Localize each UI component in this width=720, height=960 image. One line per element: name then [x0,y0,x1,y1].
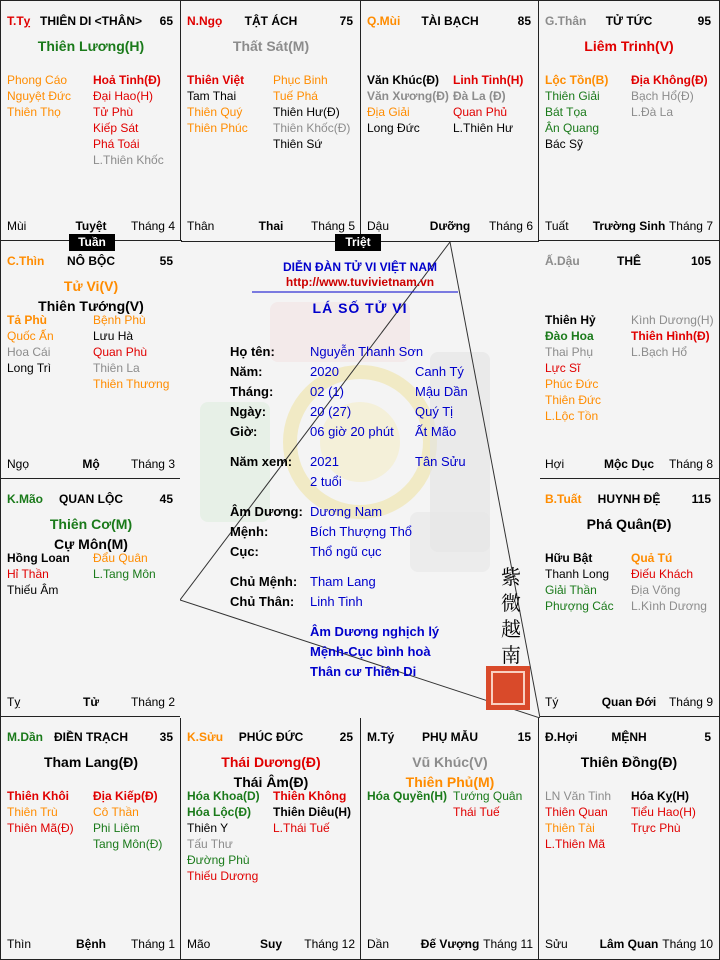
info-value-ganzhi: Ất Mão [415,424,457,439]
palace-position: B.Tuất [545,492,582,506]
palace-header [545,730,713,746]
palace-footer [545,695,713,709]
palace-position: G.Thân [545,14,587,28]
minor-star: Đường Phù [187,853,250,867]
palace-month: Tháng 11 [483,937,533,951]
minor-stars-right [93,72,164,168]
info-value: 2020 [310,364,339,379]
palace-title: NÔ BỘC [67,254,115,268]
palace-cell [360,716,540,960]
minor-star: Ân Quang [545,121,600,135]
minor-star: Thanh Long [545,567,610,581]
minor-star: Tuế Phá [273,89,318,103]
minor-star: Đại Hao(H) [93,89,154,103]
minor-star: Quốc Ấn [7,329,54,343]
palace-cell [0,240,182,480]
vertical-calligraphy [496,564,526,668]
minor-star: Địa Kiếp(Đ) [93,789,158,803]
palace-title: QUAN LỘC [59,492,123,506]
palace-footer [7,937,175,951]
minor-star: Đào Hoa [545,329,594,343]
minor-star: Nguyệt Đức [7,89,72,103]
palace-footer [545,937,713,951]
minor-star: Bát Tọa [545,105,587,119]
palace-branch: Thìn [7,937,32,951]
minor-star: Thiên Khốc(Đ) [273,121,351,135]
minor-star: Hữu Bật [545,551,593,565]
palace-number: 65 [159,14,173,28]
palace-header [7,254,175,270]
main-star: Cự Môn(M) [54,536,128,552]
palace-branch: Tý [545,695,559,709]
main-stars [181,752,361,792]
palace-number: 85 [517,14,531,28]
minor-star: Thiên Diêu(H) [273,805,351,819]
minor-star: Phúc Đức [545,377,599,391]
palace-month: Tháng 12 [304,937,355,951]
info-value: 20 (27) [310,404,352,419]
info-label: Cục: [230,544,259,559]
minor-stars-left [7,72,71,120]
minor-star: Tam Thai [187,89,237,103]
minor-star: Trực Phù [631,821,681,835]
palace-header [367,730,533,746]
palace-title: THIÊN DI <THÂN> [39,14,142,28]
palace-number: 75 [339,14,353,28]
palace-title: TẬT ÁCH [244,14,298,28]
minor-stars-left [545,550,614,614]
main-stars [1,514,181,554]
main-stars [1,276,181,316]
minor-star: Đẩu Quân [93,551,148,565]
site-name: DIỄN ĐÀN TỬ VI VIỆT NAM [283,260,437,274]
minor-star: Tướng Quân [453,789,523,803]
palace-month: Tháng 1 [130,937,175,951]
minor-star: Lộc Tồn(B) [545,73,609,87]
minor-star: Tả Phù [7,313,48,327]
main-star: Thiên Tướng(V) [38,298,144,314]
minor-star: Quan Phù [93,345,148,359]
palace-header [367,14,533,30]
minor-star: Bạch Hổ(Đ) [631,89,694,103]
minor-star: Thiên Y [187,821,229,835]
main-star: Thất Sát(M) [232,38,310,54]
palace-branch: Dần [367,937,390,951]
minor-stars-left [367,72,449,136]
palace-cycle: Tuyệt [75,219,107,233]
tuan-badge: Tuần [69,234,115,251]
palace-branch: Mùi [7,219,27,233]
minor-star: Thiên Việt [187,73,245,87]
palace-cycle: Dưỡng [429,219,471,233]
info-value-ganzhi: Tân Sửu [415,454,466,469]
main-stars [1,752,181,772]
palace-title: THÊ [617,254,641,268]
main-star: Thái Dương(Đ) [221,754,321,770]
palace-number: 45 [159,492,173,506]
palace-cell [0,716,182,960]
palace-title: TỬ TỨC [605,14,653,28]
palace-title: TÀI BẠCH [421,14,479,28]
minor-star: Thiên Phúc [187,121,248,135]
palace-position: N.Ngọ [187,14,223,28]
minor-star: Tiểu Hao(H) [631,805,696,819]
minor-stars-right [631,788,696,836]
minor-stars-right [453,72,523,136]
minor-star: Văn Khúc(Đ) [367,73,439,87]
palace-number: 35 [159,730,173,744]
minor-star: Quan Phủ [453,105,508,119]
minor-star: Tấu Thư [187,837,233,851]
palace-cycle: Quan Đới [601,695,657,709]
palace-month: Tháng 2 [130,695,175,709]
chart-title: LÁ SỐ TỬ VI [312,300,408,316]
palace-header [7,730,175,746]
palace-header [7,492,175,508]
minor-stars-left [187,788,260,884]
minor-star: L.Đà La [631,105,674,119]
minor-star: Địa Võng [631,583,681,597]
palace-cell [0,478,182,718]
palace-position: K.Sửu [187,730,224,744]
palace-position: M.Dần [7,730,43,744]
minor-star: Long Trì [7,361,52,375]
minor-stars-left [545,72,608,152]
palace-footer [367,219,533,233]
minor-star: Thiên Giải [545,89,600,103]
palace-branch: Tuất [545,219,569,233]
palace-header [545,254,713,270]
minor-star: L.Thiên Hư [453,121,514,135]
minor-star: Lực Sĩ [545,361,581,375]
palace-branch: Dậu [367,219,390,233]
info-value: Dương Nam [310,504,383,519]
info-value: Nguyễn Thanh Sơn [310,344,424,359]
info-value: 2 tuổi [310,474,342,489]
main-star: Vũ Khúc(V) [412,754,488,770]
palace-cell [538,0,720,242]
main-star: Phá Quân(Đ) [586,516,672,532]
minor-star: L.Tang Môn [93,567,156,581]
minor-star: Thiên Hỷ [545,313,596,327]
palace-title: ĐIỀN TRẠCH [54,730,128,744]
minor-stars-right [93,312,169,392]
palace-cell [538,240,720,480]
info-label: Giờ: [230,424,258,439]
palace-number: 105 [690,254,711,268]
palace-title: MỆNH [611,730,647,744]
minor-star: Lưu Hà [93,329,134,343]
minor-stars-left [7,788,74,836]
palace-cell [180,0,362,242]
site-url-link[interactable]: http://www.tuvivietnam.vn [285,275,435,289]
chart-note: Mệnh-Cục bình hoà [310,644,431,659]
main-stars [539,36,719,56]
main-star: Tử Vi(V) [63,278,119,294]
palace-title: PHỤ MẪU [422,730,478,744]
minor-star: Thiếu Dương [187,869,259,883]
minor-star: Hóa Quyền(H) [367,789,448,803]
palace-cycle: Mộ [82,457,100,471]
palace-branch: Mão [187,937,211,951]
minor-star: Thiên Đức [545,393,602,407]
main-star: Thiên Phủ(M) [405,774,495,790]
minor-star: L.Lộc Tồn [545,409,599,423]
minor-star: L.Bạch Hổ [631,345,688,359]
palace-number: 5 [704,730,711,744]
minor-star: Thiên Thương [93,377,170,391]
minor-star: Phong Cáo [7,73,68,87]
minor-star: Hoả Tinh(Đ) [93,73,161,87]
main-star: Liêm Trinh(V) [584,38,674,54]
minor-star: Địa Không(Đ) [631,73,708,87]
minor-star: L.Thái Tuế [273,821,330,835]
main-star: Thiên Cơ(M) [49,516,133,532]
palace-month: Tháng 8 [668,457,713,471]
palace-cycle: Bệnh [76,937,106,951]
minor-star: Kình Dương(H) [631,313,714,327]
minor-star: Linh Tinh(H) [453,73,524,87]
minor-star: Văn Xương(Đ) [367,89,449,103]
minor-star: Hồng Loan [7,551,70,565]
minor-star: Hóa Lộc(Đ) [187,805,251,819]
palace-cycle: Tử [82,695,100,709]
palace-number: 115 [691,492,711,506]
palace-position: Q.Mùi [367,14,401,28]
minor-star: L.Thiên Khốc [93,153,164,167]
minor-stars-left [545,312,601,424]
palace-number: 15 [517,730,531,744]
palace-footer [7,219,175,233]
calligraphy-char: 南 [501,643,521,667]
calligraphy-char: 微 [501,591,521,615]
minor-star: Hoa Cái [7,345,51,359]
minor-stars-left [7,550,70,598]
minor-star: Thiên Quý [187,105,243,119]
minor-star: Cô Thần [93,805,139,819]
palace-header [7,14,175,30]
minor-star: Phục Binh [273,73,328,87]
minor-star: Tử Phù [93,105,134,119]
palace-position: M.Tý [367,730,395,744]
palace-position: Đ.Hợi [545,730,578,744]
palace-position: Ấ.Dậu [545,254,580,268]
minor-star: Thiên Tài [545,821,595,835]
minor-stars-right [273,788,351,836]
minor-star: L.Thiên Mã [545,837,606,851]
minor-stars-left [187,72,248,136]
minor-star: Thiên Trù [7,805,58,819]
main-star: Thiên Lương(H) [37,38,145,54]
minor-star: Thiếu Âm [7,583,59,597]
info-label: Chủ Mệnh: [230,574,298,589]
palace-header [187,14,355,30]
minor-star: Bệnh Phù [93,313,146,327]
palace-branch: Thân [187,219,215,233]
minor-star: Thiên Hư(Đ) [273,105,340,119]
palace-cycle: Mộc Dục [603,457,654,471]
palace-position: C.Thìn [7,254,45,268]
minor-stars-left [367,788,447,804]
palace-header [545,492,713,508]
palace-header [545,14,713,30]
main-star: Tham Lang(Đ) [43,754,139,770]
minor-stars-right [631,72,708,120]
minor-star: Thiên Mã(Đ) [7,821,74,835]
info-label: Ngày: [230,404,267,419]
minor-star: Thiên Quan [545,805,608,819]
info-label: Năm xem: [230,454,293,469]
chart-note: Âm Dương nghịch lý [310,624,440,639]
triet-badge: Triệt [335,234,381,251]
palace-month: Tháng 4 [130,219,175,233]
palace-number: 25 [339,730,353,744]
minor-star: LN Văn Tinh [545,789,612,803]
minor-star: Thái Tuế [453,805,500,819]
minor-stars-right [453,788,522,820]
minor-star: Thiên Khôi [7,789,69,803]
chart-center-panel [180,242,540,718]
minor-star: Thiên Thọ [7,105,61,119]
minor-star: Thiên Hình(Đ) [631,329,710,343]
main-stars [361,752,539,792]
minor-star: Thiên La [93,361,140,375]
info-value-ganzhi: Canh Tý [415,364,464,379]
minor-star: Giải Thần [545,583,597,597]
minor-star: Phượng Các [545,599,614,613]
info-label: Âm Dương: [230,504,303,519]
palace-number: 55 [159,254,173,268]
palace-branch: Tỵ [7,695,21,709]
info-value: 02 (1) [310,384,344,399]
palace-cell [538,716,720,960]
info-label: Năm: [230,364,263,379]
palace-cell [538,478,720,718]
calligraphy-char: 紫 [501,565,521,589]
minor-star: Điếu Khách [631,567,694,581]
palace-footer [7,457,175,471]
palace-cell [360,0,540,242]
minor-star: Tang Môn(Đ) [93,837,163,851]
minor-star: Hóa Khoa(D) [187,789,260,803]
palace-branch: Ngọ [7,457,30,471]
main-stars [539,752,719,772]
minor-star: Hỉ Thần [7,567,49,581]
minor-stars-left [545,788,611,852]
minor-star: Thiên Sứ [273,137,323,151]
palace-cycle: Trường Sinh [592,219,666,233]
palace-position: T.Tỵ [7,14,31,28]
palace-cell [0,0,182,242]
palace-number: 95 [697,14,711,28]
info-value: Thổ ngũ cục [310,544,382,559]
palace-footer [187,937,355,951]
minor-star: Thai Phụ [545,345,594,359]
info-value: Linh Tinh [310,594,363,609]
main-star: Thái Âm(Đ) [233,774,309,790]
palace-cycle: Suy [259,937,282,951]
info-label: Chủ Thân: [230,594,295,609]
minor-stars-left [7,312,54,376]
palace-cell [180,716,362,960]
minor-star: L.Kình Dương [631,599,707,613]
palace-footer [545,457,713,471]
main-stars [1,36,181,56]
palace-month: Tháng 10 [662,937,713,951]
minor-star: Hóa Kỵ(H) [631,789,690,803]
palace-month: Tháng 6 [488,219,533,233]
palace-month: Tháng 9 [668,695,713,709]
calligraphy-char: 越 [501,617,521,641]
minor-stars-right [93,788,162,852]
palace-header [187,730,355,746]
info-value: Bích Thượng Thổ [310,524,413,539]
info-value-ganzhi: Quý Tị [415,404,454,419]
palace-cycle: Đế Vượng [420,937,480,951]
minor-star: Địa Giải [367,105,410,119]
chart-note: Thân cư Thiên Di [310,664,417,679]
minor-star: Long Đức [367,121,420,135]
minor-star: Bác Sỹ [545,137,584,151]
minor-star: Phá Toái [93,137,140,151]
palace-month: Tháng 7 [668,219,713,233]
info-value: 06 giờ 20 phút [310,424,394,439]
palace-title: HUYNH ĐỆ [597,492,661,506]
info-value-ganzhi: Mậu Dần [415,384,468,399]
minor-star: Quả Tú [631,551,673,565]
main-star: Thiên Đồng(Đ) [580,754,678,770]
main-stars [539,514,719,534]
minor-star: Thiên Không [273,789,347,803]
palace-footer [545,219,713,233]
minor-stars-right [93,550,156,582]
palace-branch: Sửu [545,937,568,951]
palace-position: K.Mão [7,492,43,506]
palace-cycle: Thai [258,219,284,233]
minor-star: Đà La (Đ) [453,89,506,103]
info-label: Mệnh: [230,524,269,539]
minor-star: Kiếp Sát [93,121,139,135]
minor-star: Phi Liêm [93,821,140,835]
palace-month: Tháng 3 [130,457,175,471]
palace-title: PHÚC ĐỨC [238,730,304,744]
minor-stars-right [273,72,350,152]
info-label: Họ tên: [230,344,275,359]
info-value: 2021 [310,454,339,469]
info-value: Tham Lang [310,574,376,589]
minor-stars-right [631,312,714,360]
palace-footer [367,937,533,951]
info-label: Tháng: [230,384,274,399]
palace-month: Tháng 5 [310,219,355,233]
main-stars [181,36,361,56]
palace-footer [187,219,355,233]
palace-cycle: Lâm Quan [599,937,659,951]
palace-branch: Hợi [545,457,565,471]
minor-stars-right [631,550,707,614]
palace-footer [7,695,175,709]
